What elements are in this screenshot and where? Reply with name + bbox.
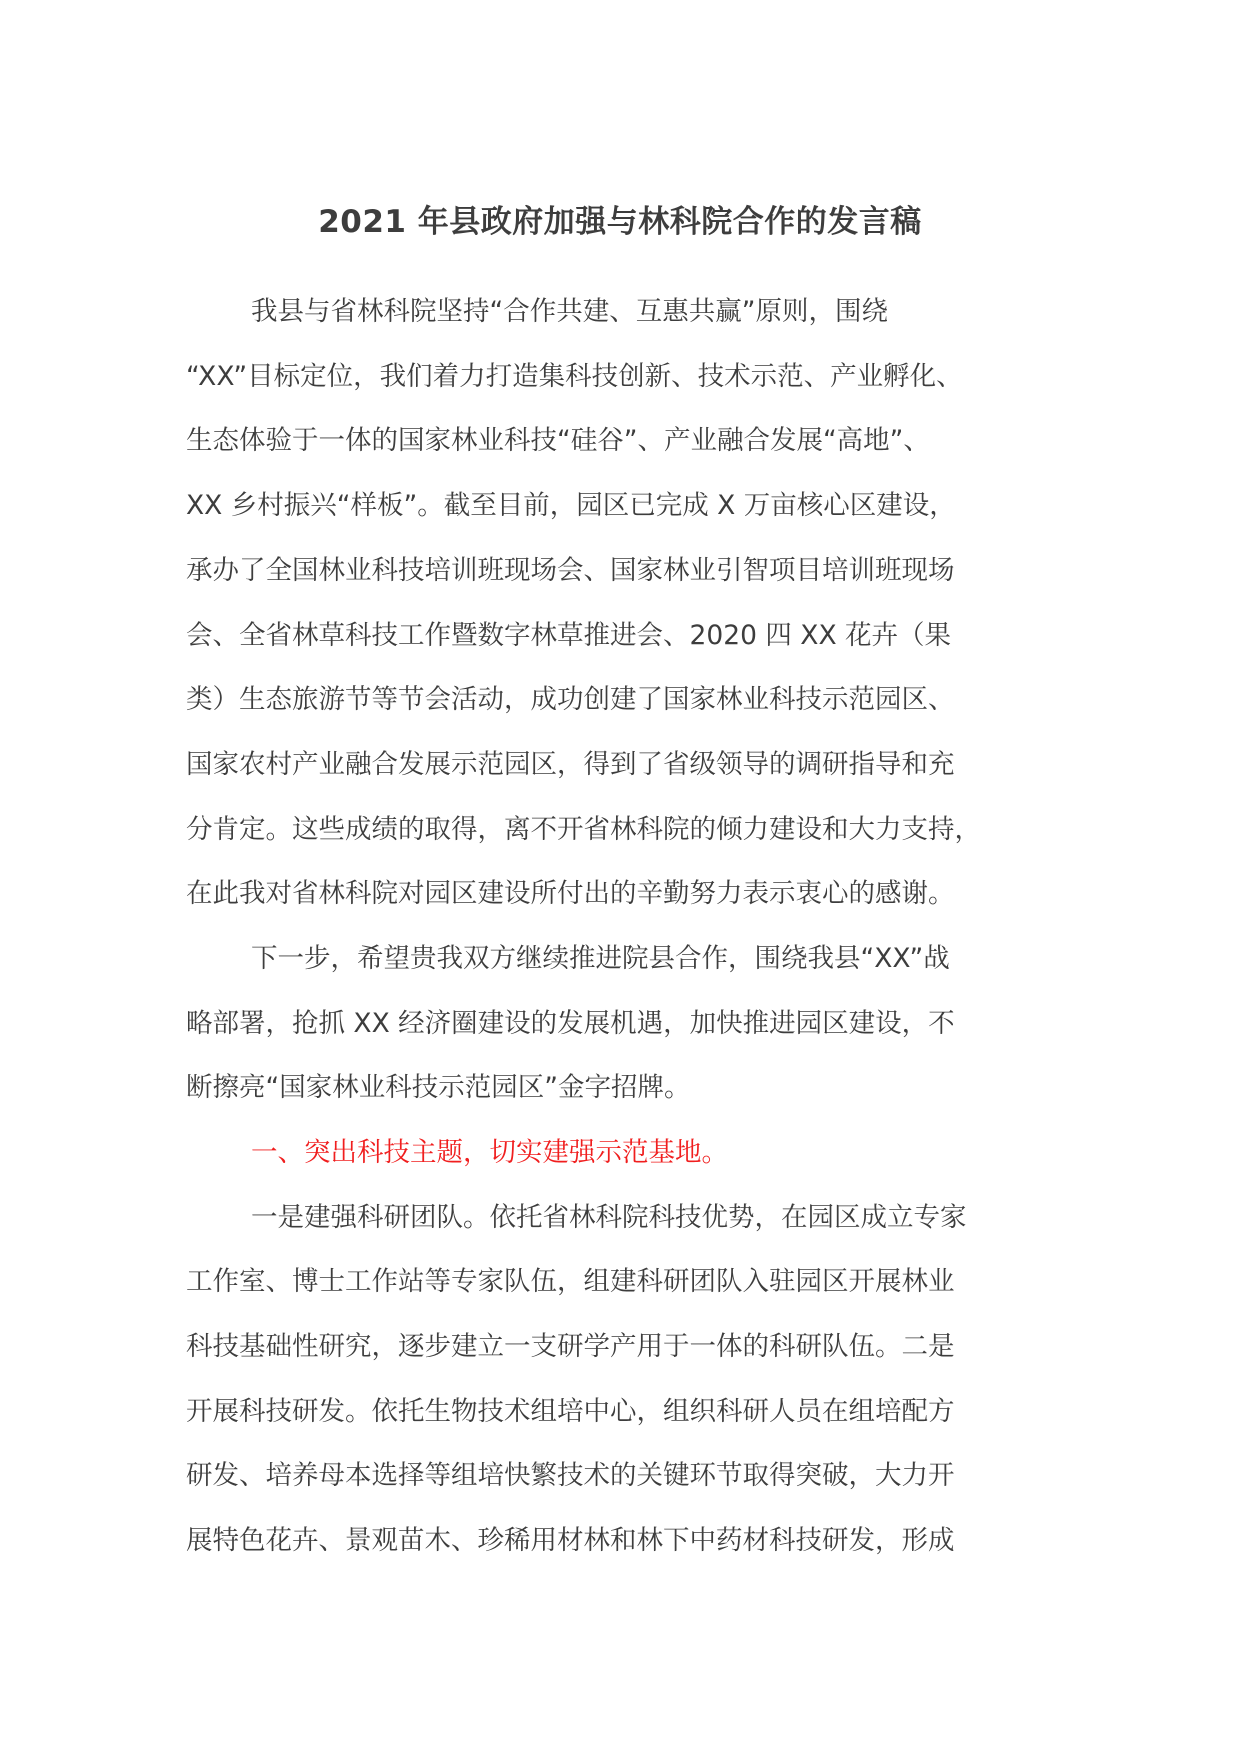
text-line: 下一步，希望贵我双方继续推进院县合作，围绕我县“XX”战 <box>251 943 950 974</box>
text-line: 生态体验于一体的国家林业科技“硅谷”、产业融合发展“高地”、 <box>186 425 930 456</box>
text-line: 科技基础性研究，逐步建立一支研学产用于一体的科研队伍。二是 <box>186 1331 955 1362</box>
text-line: 国家农村产业融合发展示范园区，得到了省级领导的调研指导和充 <box>186 749 955 780</box>
text-line: 展特色花卉、景观苗木、珍稀用材林和林下中药材科技研发，形成 <box>186 1525 955 1556</box>
text-line: 断擦亮“国家林业科技示范园区”金字招牌。 <box>186 1072 691 1103</box>
text-line: 在此我对省林科院对园区建设所付出的辛勤努力表示衷心的感谢。 <box>186 878 955 909</box>
text-line: “XX”目标定位，我们着力打造集科技创新、技术示范、产业孵化、 <box>186 361 963 392</box>
text-line: XX 乡村振兴“样板”。截至目前，园区已完成 X 万亩核心区建设， <box>186 490 956 521</box>
text-line: 研发、培养母本选择等组培快繁技术的关键环节取得突破，大力开 <box>186 1460 955 1491</box>
text-line: 一是建强科研团队。依托省林科院科技优势，在园区成立专家 <box>251 1202 967 1233</box>
section-heading: 一、突出科技主题，切实建强示范基地。 <box>251 1137 728 1168</box>
text-line: 分肯定。这些成绩的取得，离不开省林科院的倾力建设和大力支持， <box>186 814 981 845</box>
text-line: 工作室、博士工作站等专家队伍，组建科研团队入驻园区开展林业 <box>186 1266 955 1297</box>
text-line: 我县与省林科院坚持“合作共建、互惠共赢”原则，围绕 <box>251 296 888 327</box>
document-title: 2021 年县政府加强与林科院合作的发言稿 <box>318 204 922 240</box>
text-line: 承办了全国林业科技培训班现场会、国家林业引智项目培训班现场 <box>186 555 955 586</box>
text-line: 会、全省林草科技工作暨数字林草推进会、2020 四 XX 花卉（果 <box>186 620 952 651</box>
text-line: 类）生态旅游节等节会活动，成功创建了国家林业科技示范园区、 <box>186 684 955 715</box>
text-line: 略部署，抢抓 XX 经济圈建设的发展机遇，加快推进园区建设，不 <box>186 1008 955 1039</box>
text-line: 开展科技研发。依托生物技术组培中心，组织科研人员在组培配方 <box>186 1396 955 1427</box>
